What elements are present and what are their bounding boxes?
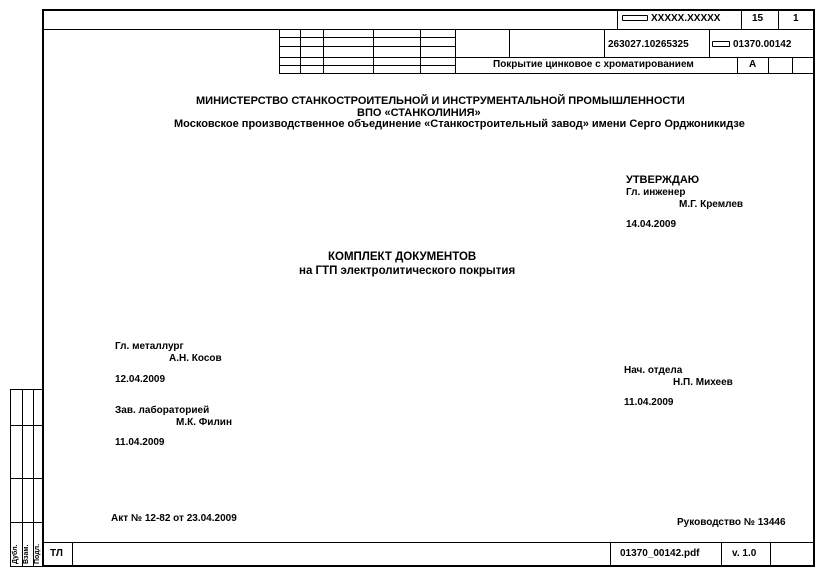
doc-title-line2: на ГТП электролитического покрытия [299,265,516,277]
approve-date: 14.04.2009 [626,219,677,230]
doc-code-top [622,13,720,25]
document-icon [712,41,730,47]
side-line [10,478,43,479]
lab-date: 11.04.2009 [115,437,165,448]
code-left: 263027.10265325 [608,39,689,50]
sheets-count: 1 [793,13,799,24]
dept-position: Нач. отдела [624,365,683,376]
side-line [10,389,43,390]
dept-date: 11.04.2009 [624,397,674,408]
stamp-line [42,29,815,30]
lab-name: М.К. Филин [176,417,232,428]
stamp-line [792,57,793,73]
stamp-line [279,57,815,58]
document-icon [622,15,648,21]
manual-reference: Руководство № 13446 [677,517,786,528]
sheet-number: 15 [752,13,764,24]
file-name: 01370_00142.pdf [620,548,700,559]
dept-name: Н.П. Михеев [673,377,733,388]
code-right-text: 01370.00142 [733,39,792,50]
ministry-line: МИНИСТЕРСТВО СТАНКОСТРОИТЕЛЬНОЙ И ИНСТРУМЕНТАЛЬНОЙ ПРОМЫШЛЕННОСТИ [196,95,685,107]
side-label-podl: Подл. [34,543,41,564]
stamp-line [737,57,738,73]
doc-title-line1: КОМПЛЕКТ ДОКУМЕНТОВ [328,251,477,263]
side-line [10,522,43,523]
stamp-line [279,29,280,73]
side-label-dubl: Дубл. [12,544,19,564]
metallurg-position: Гл. металлург [115,341,184,352]
stamp-line [610,542,611,567]
stamp-line [373,29,374,73]
metallurg-date: 12.04.2009 [115,374,166,385]
stamp-line [72,542,73,567]
metallurg-name: А.Н. Косов [169,353,222,364]
version: v. 1.0 [732,548,757,559]
stamp-letter: А [749,59,757,70]
doc-code-top-text: XXXXX.XXXXX [651,13,721,24]
doc-type: ТЛ [50,548,63,559]
side-line [10,425,43,426]
stamp-line [279,37,455,38]
approve-position: Гл. инженер [626,187,686,198]
stamp-line [741,9,742,29]
page-frame [42,9,815,567]
stamp-line [279,65,455,66]
approve-name: М.Г. Кремлев [679,199,744,210]
vpo-line: ВПО «СТАНКОЛИНИЯ» [357,107,481,119]
stamp-line [768,57,769,73]
side-line [10,566,43,567]
stamp-title: Покрытие цинковое с хроматированием [493,59,694,70]
approve-title: УТВЕРЖДАЮ [626,174,700,186]
act-reference: Акт № 12-82 от 23.04.2009 [111,513,237,524]
stamp-line [300,29,301,73]
stamp-line [617,9,618,29]
stamp-line [420,29,421,73]
stamp-line [509,29,510,57]
stamp-line [323,29,324,73]
stamp-line [279,46,455,47]
stamp-line [42,542,815,543]
lab-position: Зав. лабораторией [115,405,210,416]
stamp-line [721,542,722,567]
enterprise-line: Московское производственное объединение «Станкостроительный завод» имени Серго Орджоникидзе [174,118,745,130]
stamp-line [770,542,771,567]
stamp-line [279,73,815,74]
code-right [712,39,791,51]
side-label-vzam: Взам. [23,544,30,564]
stamp-line [778,9,779,29]
stamp-line [604,29,605,57]
stamp-line [709,29,710,57]
stamp-line [455,29,456,73]
